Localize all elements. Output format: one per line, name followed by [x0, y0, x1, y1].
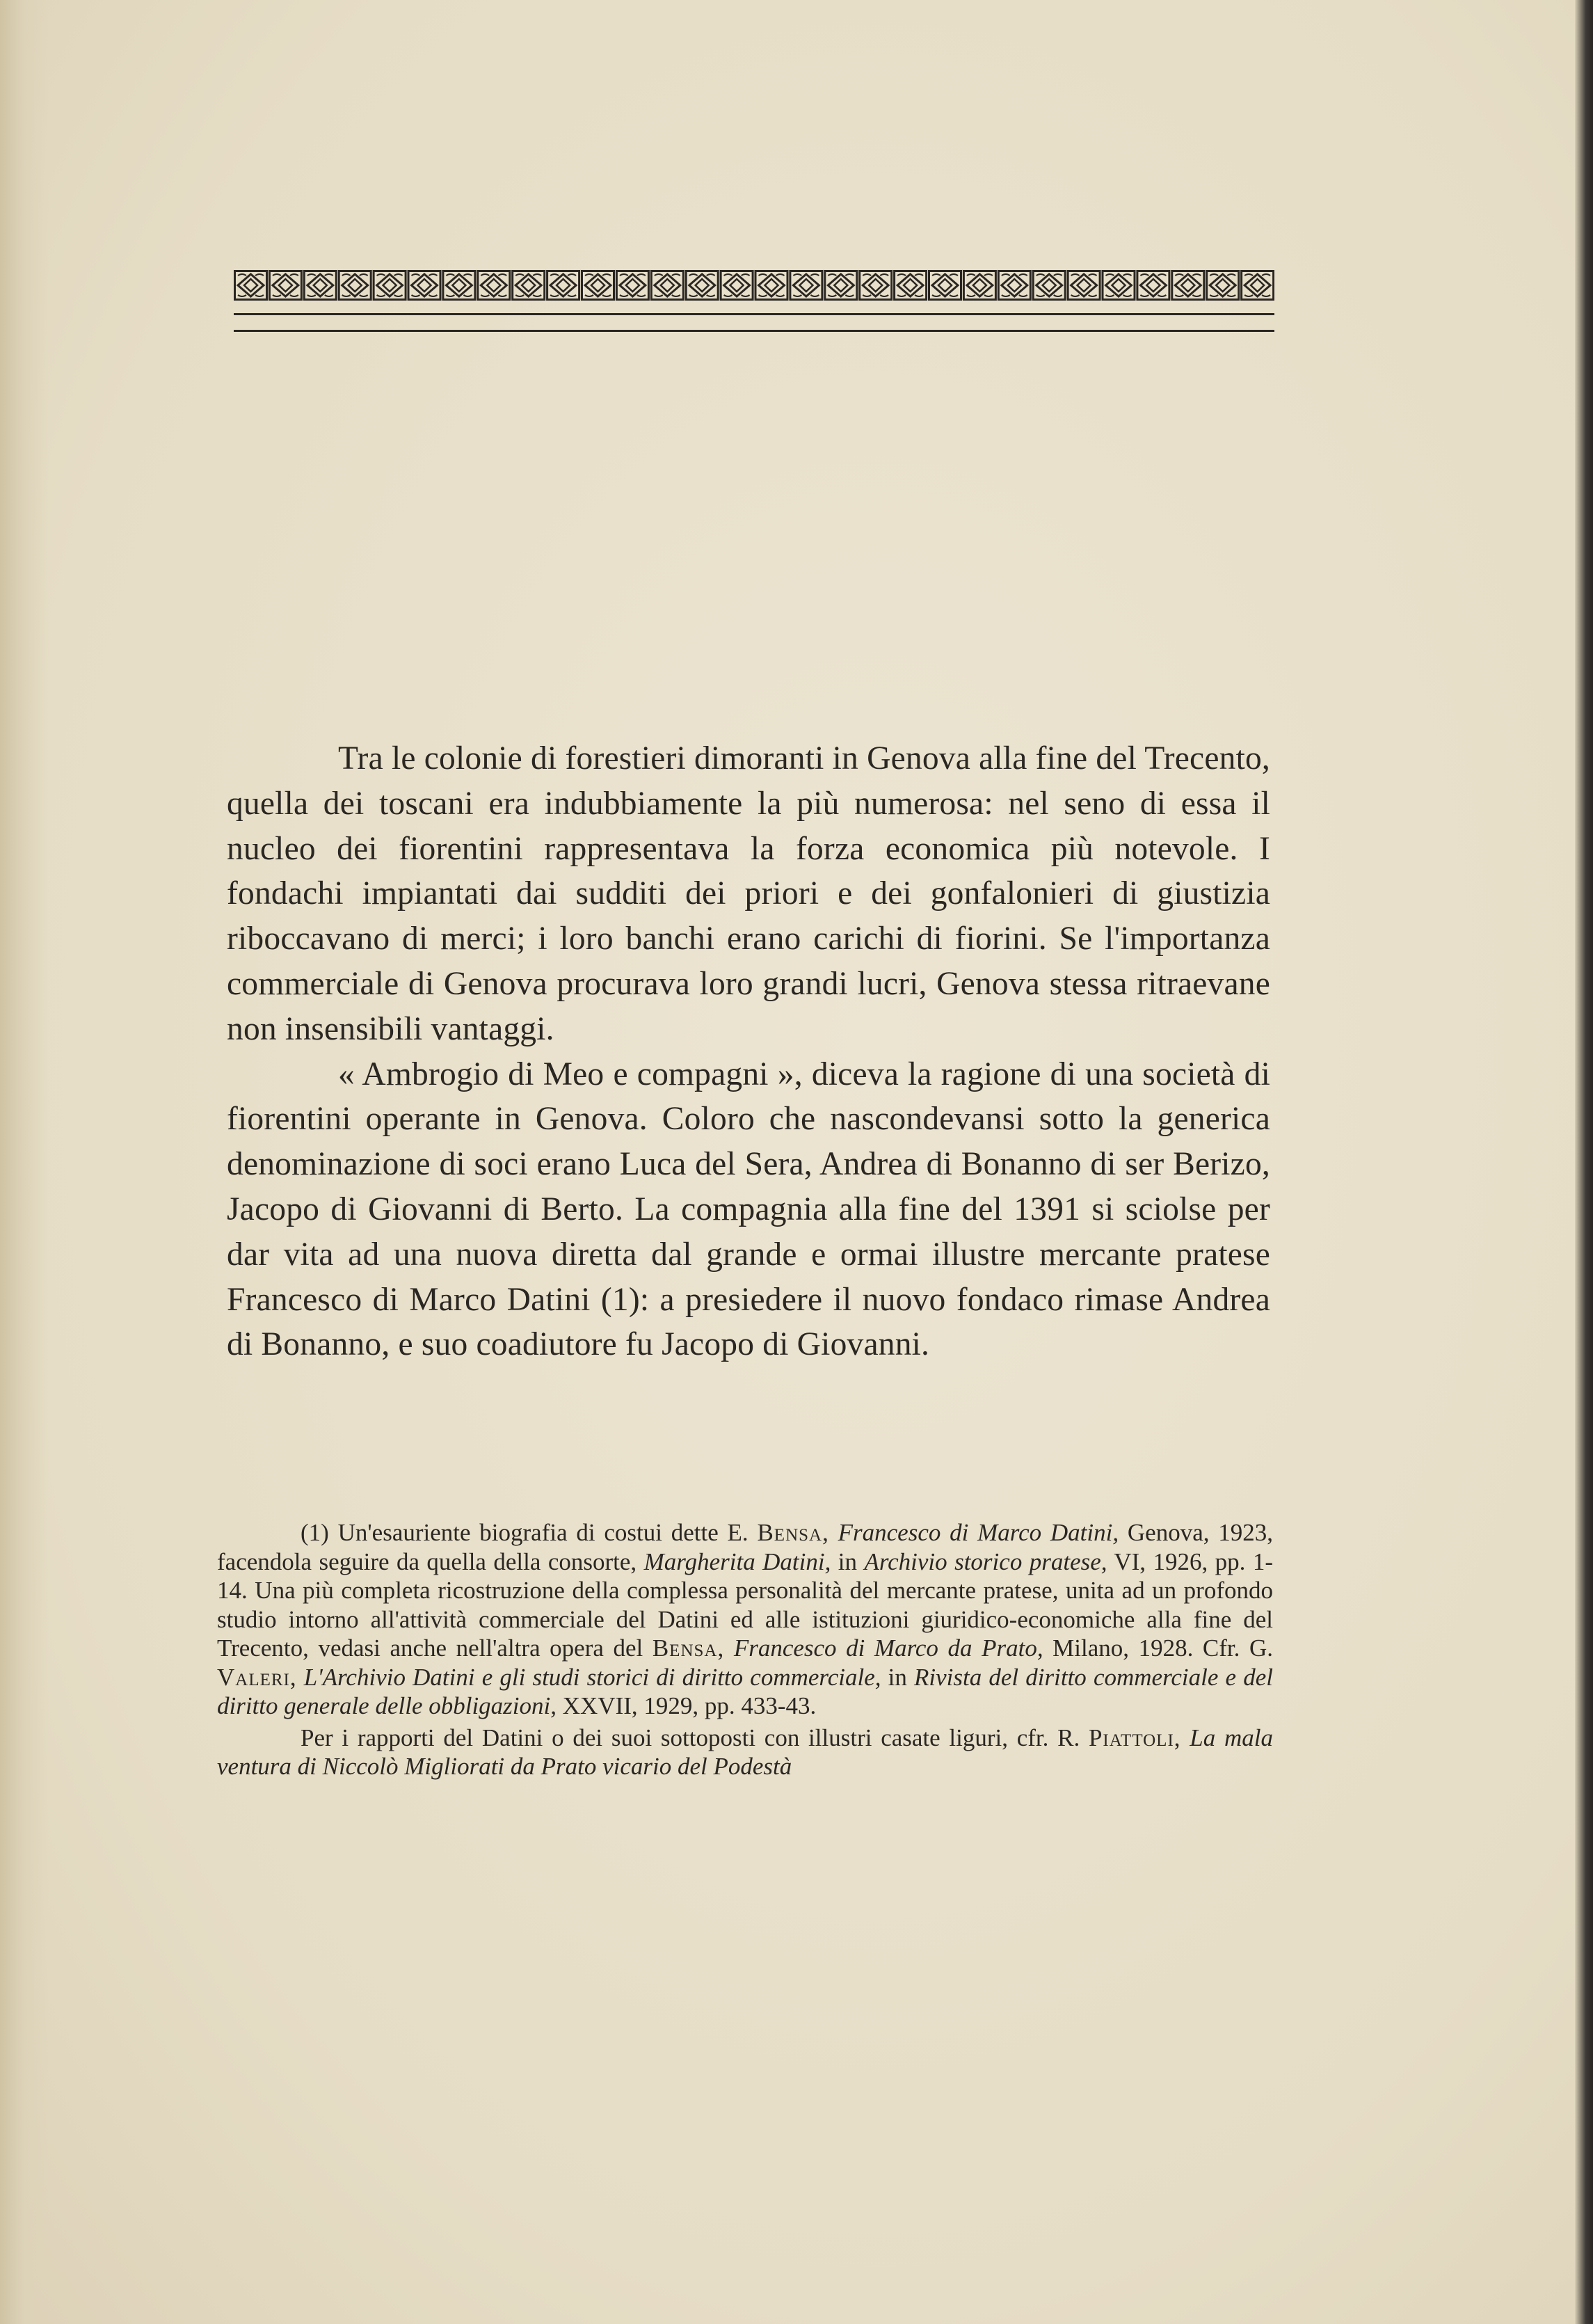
ornament-tile: [443, 271, 475, 300]
ornament-tile: [582, 271, 614, 300]
paragraph-1: Tra le colonie di forestieri dimoranti in Genova alla fine del Trecento, quella dei toscani era indubbiamente la più numerosa: nel seno di essa il nucleo dei fiorentini rappresentava la forza economica più notevole. I fondachi impiantati dai sudditi dei priori e dei gonfalonieri di giustizia riboccavano di merci; i loro banchi erano carichi di fiorini. Se l'importanza commerciale di Genova procurava loro grandi lucri, Genova stessa ritraevane non insensibili vantaggi.: [227, 740, 1270, 1047]
footnote-2: Per i rapporti del Datini o dei suoi sottoposti con illustri casate liguri, cfr. R. Piattoli, La mala ventura di Niccolò Migliorati da Prato vicario del Podestà: [217, 1724, 1273, 1780]
ornament-tile: [860, 271, 892, 300]
ornament-tile: [755, 271, 787, 300]
ornament-tile: [616, 271, 648, 300]
ornament-tile: [478, 271, 510, 300]
ornament-tile: [1103, 271, 1135, 300]
ornament-border: [234, 270, 1274, 301]
ornament-tile: [825, 271, 857, 300]
ornament-tile: [651, 271, 683, 300]
ornament-tile: [1068, 271, 1100, 300]
ornament-tile: [895, 271, 927, 300]
ornament-tile: [686, 271, 718, 300]
ornament-tile: [374, 271, 406, 300]
footnotes: [217, 1518, 1273, 1784]
page-binding-shadow: [0, 0, 49, 2324]
ornament-tile: [1172, 271, 1204, 300]
ornament-tile: [547, 271, 579, 300]
ornament-tile: [513, 271, 545, 300]
ornament-tile: [408, 271, 440, 300]
ornament-tile: [790, 271, 822, 300]
ornament-tile: [1242, 271, 1274, 300]
ornament-tile: [1137, 271, 1169, 300]
ornament-tile: [998, 271, 1030, 300]
header-rule-top: [234, 313, 1274, 315]
page-right-edge: [1575, 0, 1593, 2324]
ornament-tile: [304, 271, 336, 300]
ornament-tile: [269, 271, 301, 300]
ornament-tile: [339, 271, 371, 300]
ornament-tile: [1207, 271, 1239, 300]
decorative-header-band: [234, 270, 1274, 301]
header-rule-bottom: [234, 330, 1274, 332]
ornament-tile: [721, 271, 753, 300]
ornament-tile: [929, 271, 961, 300]
ornament-tile: [963, 271, 995, 300]
footnote-1: (1) Un'esauriente biografia di costui dette E. Bensa, Francesco di Marco Datini, Genova, 1923, facendola seguire da quella della consorte, Margherita Datini, in Archivio storico pratese, VI, 1926, pp. 1-14. Una più completa ricostruzione della complessa personalità del mercante pratese, unita ad un profondo studio intorno all'attività commerciale del Datini ed alle istituzioni giuridico-economiche alla fine del Trecento, vedasi anche nell'altra opera del Bensa, Francesco di Marco da Prato, Milano, 1928. Cfr. G. Valeri, L'Archivio Datini e gli studi storici di diritto commerciale, in Rivista del diritto commerciale e del diritto generale delle obbligazioni, XXVII, 1929, pp. 433-43.: [217, 1519, 1274, 1719]
main-text: [227, 736, 1270, 1367]
paragraph-2: « Ambrogio di Meo e compagni », diceva la ragione di una società di fiorentini operante in Genova. Coloro che nascondevansi sotto la generica denominazione di soci erano Luca del Sera, Andrea di Bonanno di ser Berizo, Jacopo di Giovanni di Berto. La compagnia alla fine del 1391 si sciolse per dar vita ad una nuova diretta dal grande e ormai illustre mercante pratese Francesco di Marco Datini (1): a presiedere il nuovo fondaco rimase Andrea di Bonanno, e suo coadiutore fu Jacopo di Giovanni.: [227, 1056, 1270, 1363]
ornament-tile: [1033, 271, 1065, 300]
ornament-tile: [235, 271, 267, 300]
